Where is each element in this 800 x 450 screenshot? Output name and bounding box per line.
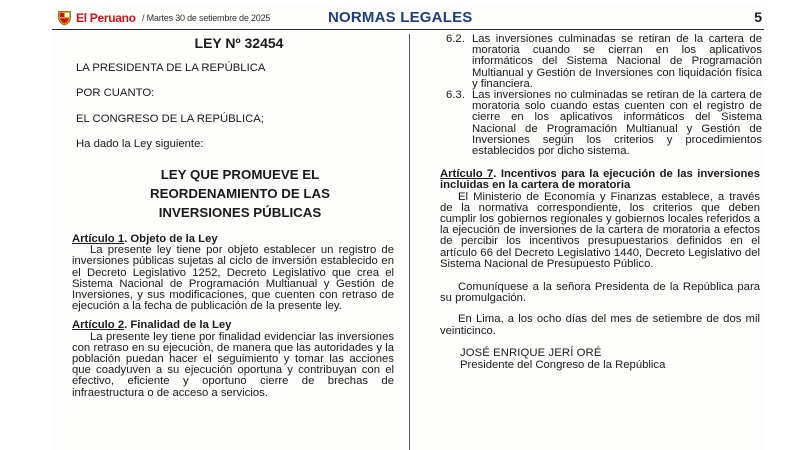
preamble-president: LA PRESIDENTA DE LA REPÚBLICA	[76, 62, 266, 75]
item-6-3	[446, 90, 762, 157]
article-1-text: La presente ley tiene por objeto establecer un registro de inversiones públicas sujetas al ciclo de inversión establecido en el Decreto Legislativo 1252, Decreto Legislativo que crea el Sistema Nacional de Programación Multianual y Gestión de Inversiones, y sus modificaciones, que cuenten con retraso de ejecución a la fecha de publicación de la presente ley.	[72, 244, 394, 313]
right-column	[440, 34, 760, 371]
newspaper-page	[52, 4, 764, 450]
article-2-heading	[72, 320, 394, 331]
preamble-congress: EL CONGRESO DE LA REPÚBLICA;	[76, 112, 264, 125]
signature-block	[460, 347, 760, 371]
law-number: LEY Nº 32454	[194, 35, 284, 51]
article-7-text: El Ministerio de Economía y Finanzas establece, a través de la normativa correspondiente, los criterios que deben cumplir los gobiernos regionales y gobiernos locales referidos a la ejecución de inversiones de la cartera de moratoria a efectos de percibir los incentivos presupuestarios definidos en el artículo 66 del Decreto Legislativo 1440, Decreto Legislativo del Sistema Nacional de Presupuesto Público.	[440, 190, 760, 270]
article-title: . Incentivos para la ejecución de las inversiones incluidas en la cartera de moratoria	[440, 168, 760, 192]
article-number: Artículo 1	[72, 233, 125, 246]
preamble-enacted: Ha dado la Ley siguiente:	[76, 137, 204, 150]
item-6-2	[446, 34, 762, 90]
article-7-heading	[440, 169, 760, 191]
article-number: Artículo 7	[440, 168, 494, 181]
item-number: 6.3.	[446, 89, 465, 102]
article-title: . Finalidad de la Ley	[124, 319, 232, 332]
page-number: 5	[754, 9, 762, 25]
closing-promulgation: Comuníquese a la señora Presidenta de la República para su promulgación.	[440, 281, 760, 305]
article-title: . Objeto de la Ley	[124, 233, 218, 246]
page-header	[52, 4, 764, 30]
law-name-line: REORDENAMIENTO DE LAS	[149, 186, 330, 202]
article-number: Artículo 2	[72, 319, 125, 332]
closing-place-date: En Lima, a los ocho días del mes de setiembre de dos mil veinticinco.	[440, 313, 760, 337]
section-title: NORMAS LEGALES	[328, 9, 473, 26]
item-text: Las inversiones culminadas se retiran de la cartera de moratoria cuando se cierran en los aplicativos informáticos del Sistema Nacional de Programación Multianual y Gestión de Inversiones con liquidación física y financiera.	[472, 33, 762, 90]
law-name	[86, 165, 394, 222]
law-name-line: INVERSIONES PÚBLICAS	[158, 205, 322, 221]
law-name-line: LEY QUE PROMUEVE EL	[160, 167, 320, 183]
publication-date: / Martes 30 de setiembre de 2025	[142, 13, 271, 23]
item-text: Las inversiones no culminadas se retiran de la cartera de moratoria solo cuando estas cuenten con el registro de cierre en los aplicativos informáticos del Sistema Nacional de Programación Multianual y Gestión de Inversiones según los criterios y procedimientos establecidos por dicho sistema.	[472, 89, 762, 158]
item-number: 6.2.	[446, 33, 465, 45]
brand-name: El Peruano	[76, 11, 136, 25]
column-divider	[409, 34, 410, 450]
article-2-text: La presente ley tiene por finalidad evidenciar las inversiones con retraso en su ejecución, de manera que las autoridades y la población puedan hacer el seguimiento y tomar las acciones que coadyuven a su ejecución oportuna y contribuyan con el efectivo, eficiente y oportuno cierre de brechas de infraestructura o de acceso a servicios.	[72, 330, 394, 399]
signatory-title: Presidente del Congreso de la República	[460, 358, 666, 371]
coat-of-arms-icon	[56, 9, 73, 26]
left-column	[72, 34, 394, 399]
preamble-por-cuanto: POR CUANTO:	[76, 87, 155, 100]
signatory-name: JOSÉ ENRIQUE JERÍ ORÉ	[460, 346, 602, 359]
